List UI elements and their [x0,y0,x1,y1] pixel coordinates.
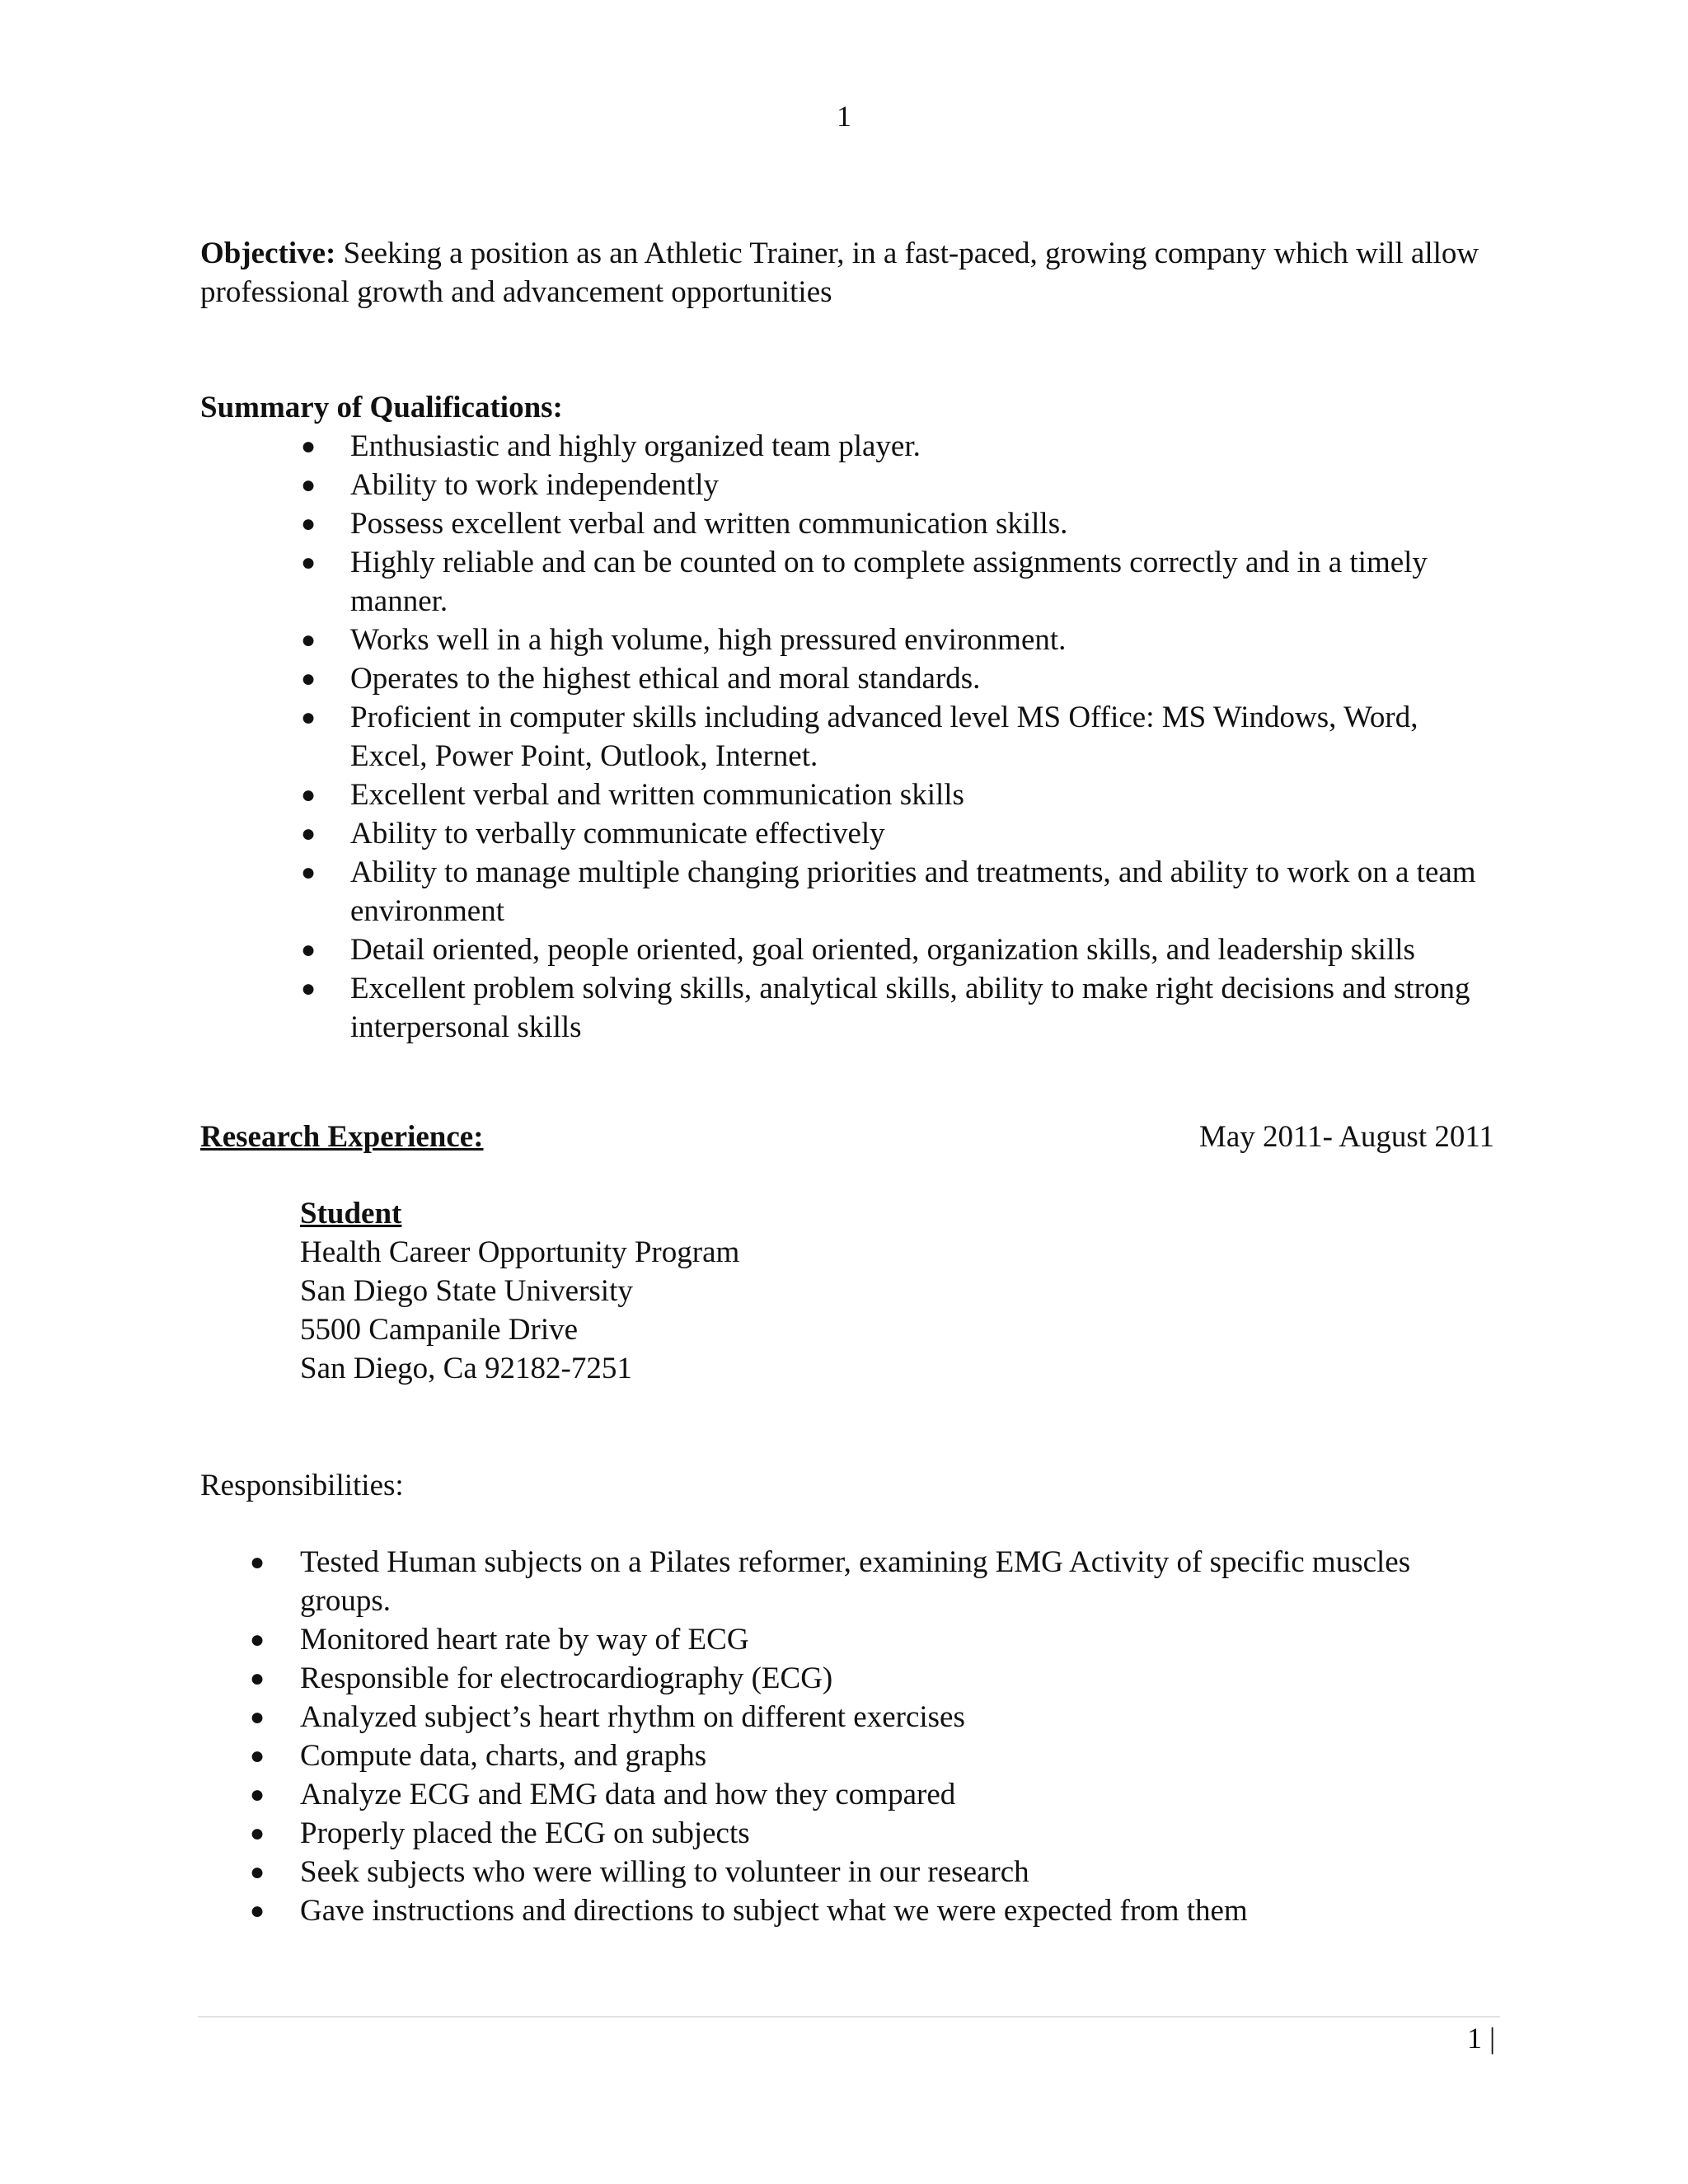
list-item: ● Tested Human subjects on a Pilates reformer, examining EMG Activity of specific muscles groups. [200,1543,1494,1620]
bullet-icon: ● [301,936,316,963]
bullet-icon: ● [250,1858,265,1886]
bullet-icon: ● [301,859,316,886]
program-name: Health Career Opportunity Program [300,1235,740,1269]
list-item: ● Operates to the highest ethical and moral standards. [200,659,1494,698]
list-item: ● Excellent verbal and written communication skills [200,776,1494,814]
objective-paragraph [200,234,1494,312]
bullet-icon: ● [301,820,316,847]
role-title: Student [300,1197,402,1230]
bullet-icon: ● [250,1665,265,1692]
bullet-icon: ● [301,626,316,654]
list-item: ● Works well in a high volume, high pressured environment. [200,621,1494,659]
list-item: ● Proficient in computer skills including advanced level MS Office: MS Windows, Word, Excel, Power Point, Outlook, Internet. [200,698,1494,776]
research-dates: May 2011- August 2011 [1198,1120,1494,1154]
bullet-icon: ● [250,1742,265,1769]
objective-text: Seeking a position as an Athletic Trainer, in a fast-paced, growing company which will allow professional growth and advancement opportunities [200,237,1479,309]
bullet-icon: ● [301,471,316,499]
responsibilities-heading: Responsibilities: [200,1469,404,1502]
list-item: ● Monitored heart rate by way of ECG [200,1620,1494,1659]
list-item: ● Excellent problem solving skills, analytical skills, ability to make right decisions and strong interpersonal skills [200,969,1494,1047]
qualifications-list [200,427,1494,1047]
responsibilities-list [200,1543,1494,1930]
bullet-icon: ● [250,1897,265,1924]
objective-label: Objective: [200,237,336,270]
summary-heading: Summary of Qualifications: [200,391,563,424]
list-item: ● Properly placed the ECG on subjects [200,1814,1494,1853]
list-item: ● Gave instructions and directions to subject what we were expected from them [200,1891,1494,1930]
university-name: San Diego State University [300,1274,633,1308]
list-item: ● Analyze ECG and EMG data and how they compared [200,1775,1494,1814]
research-heading: Research Experience: [200,1120,484,1154]
list-item: ● Ability to work independently [200,466,1494,504]
bullet-icon: ● [250,1704,265,1731]
city-address: San Diego, Ca 92182-7251 [300,1352,632,1385]
bullet-icon: ● [250,1820,265,1847]
research-heading-row [200,1118,1494,1156]
list-item: ● Analyzed subject’s heart rhythm on different exercises [200,1698,1494,1736]
list-item: ● Ability to manage multiple changing priorities and treatments, and ability to work on a team environment [200,853,1494,930]
bullet-icon: ● [250,1781,265,1808]
street-address: 5500 Campanile Drive [300,1313,579,1347]
list-item: ● Possess excellent verbal and written communication skills. [200,504,1494,543]
bullet-icon: ● [301,510,316,537]
list-item: ● Compute data, charts, and graphs [200,1736,1494,1775]
resume-body [200,234,1494,1930]
list-item: ● Responsible for electrocardiography (ECG) [200,1659,1494,1698]
bullet-icon: ● [250,1626,265,1653]
bullet-icon: ● [301,781,316,808]
footer-page-number: 1 | [1467,2022,1496,2055]
list-item: ● Ability to verbally communicate effectively [200,814,1494,853]
list-item: ● Enthusiastic and highly organized team player. [200,427,1494,466]
list-item: ● Detail oriented, people oriented, goal oriented, organization skills, and leadership skills [200,930,1494,969]
header-page-number: 1 [837,100,851,133]
bullet-icon: ● [250,1549,265,1576]
employer-block [300,1194,1494,1388]
bullet-icon: ● [301,433,316,460]
bullet-icon: ● [301,549,316,576]
bullet-icon: ● [301,665,316,692]
list-item: ● Seek subjects who were willing to volunteer in our research [200,1853,1494,1891]
bullet-icon: ● [301,704,316,731]
list-item: ● Highly reliable and can be counted on to complete assignments correctly and in a timely manner. [200,543,1494,621]
footer-divider [198,2016,1500,2018]
bullet-icon: ● [301,975,316,1002]
